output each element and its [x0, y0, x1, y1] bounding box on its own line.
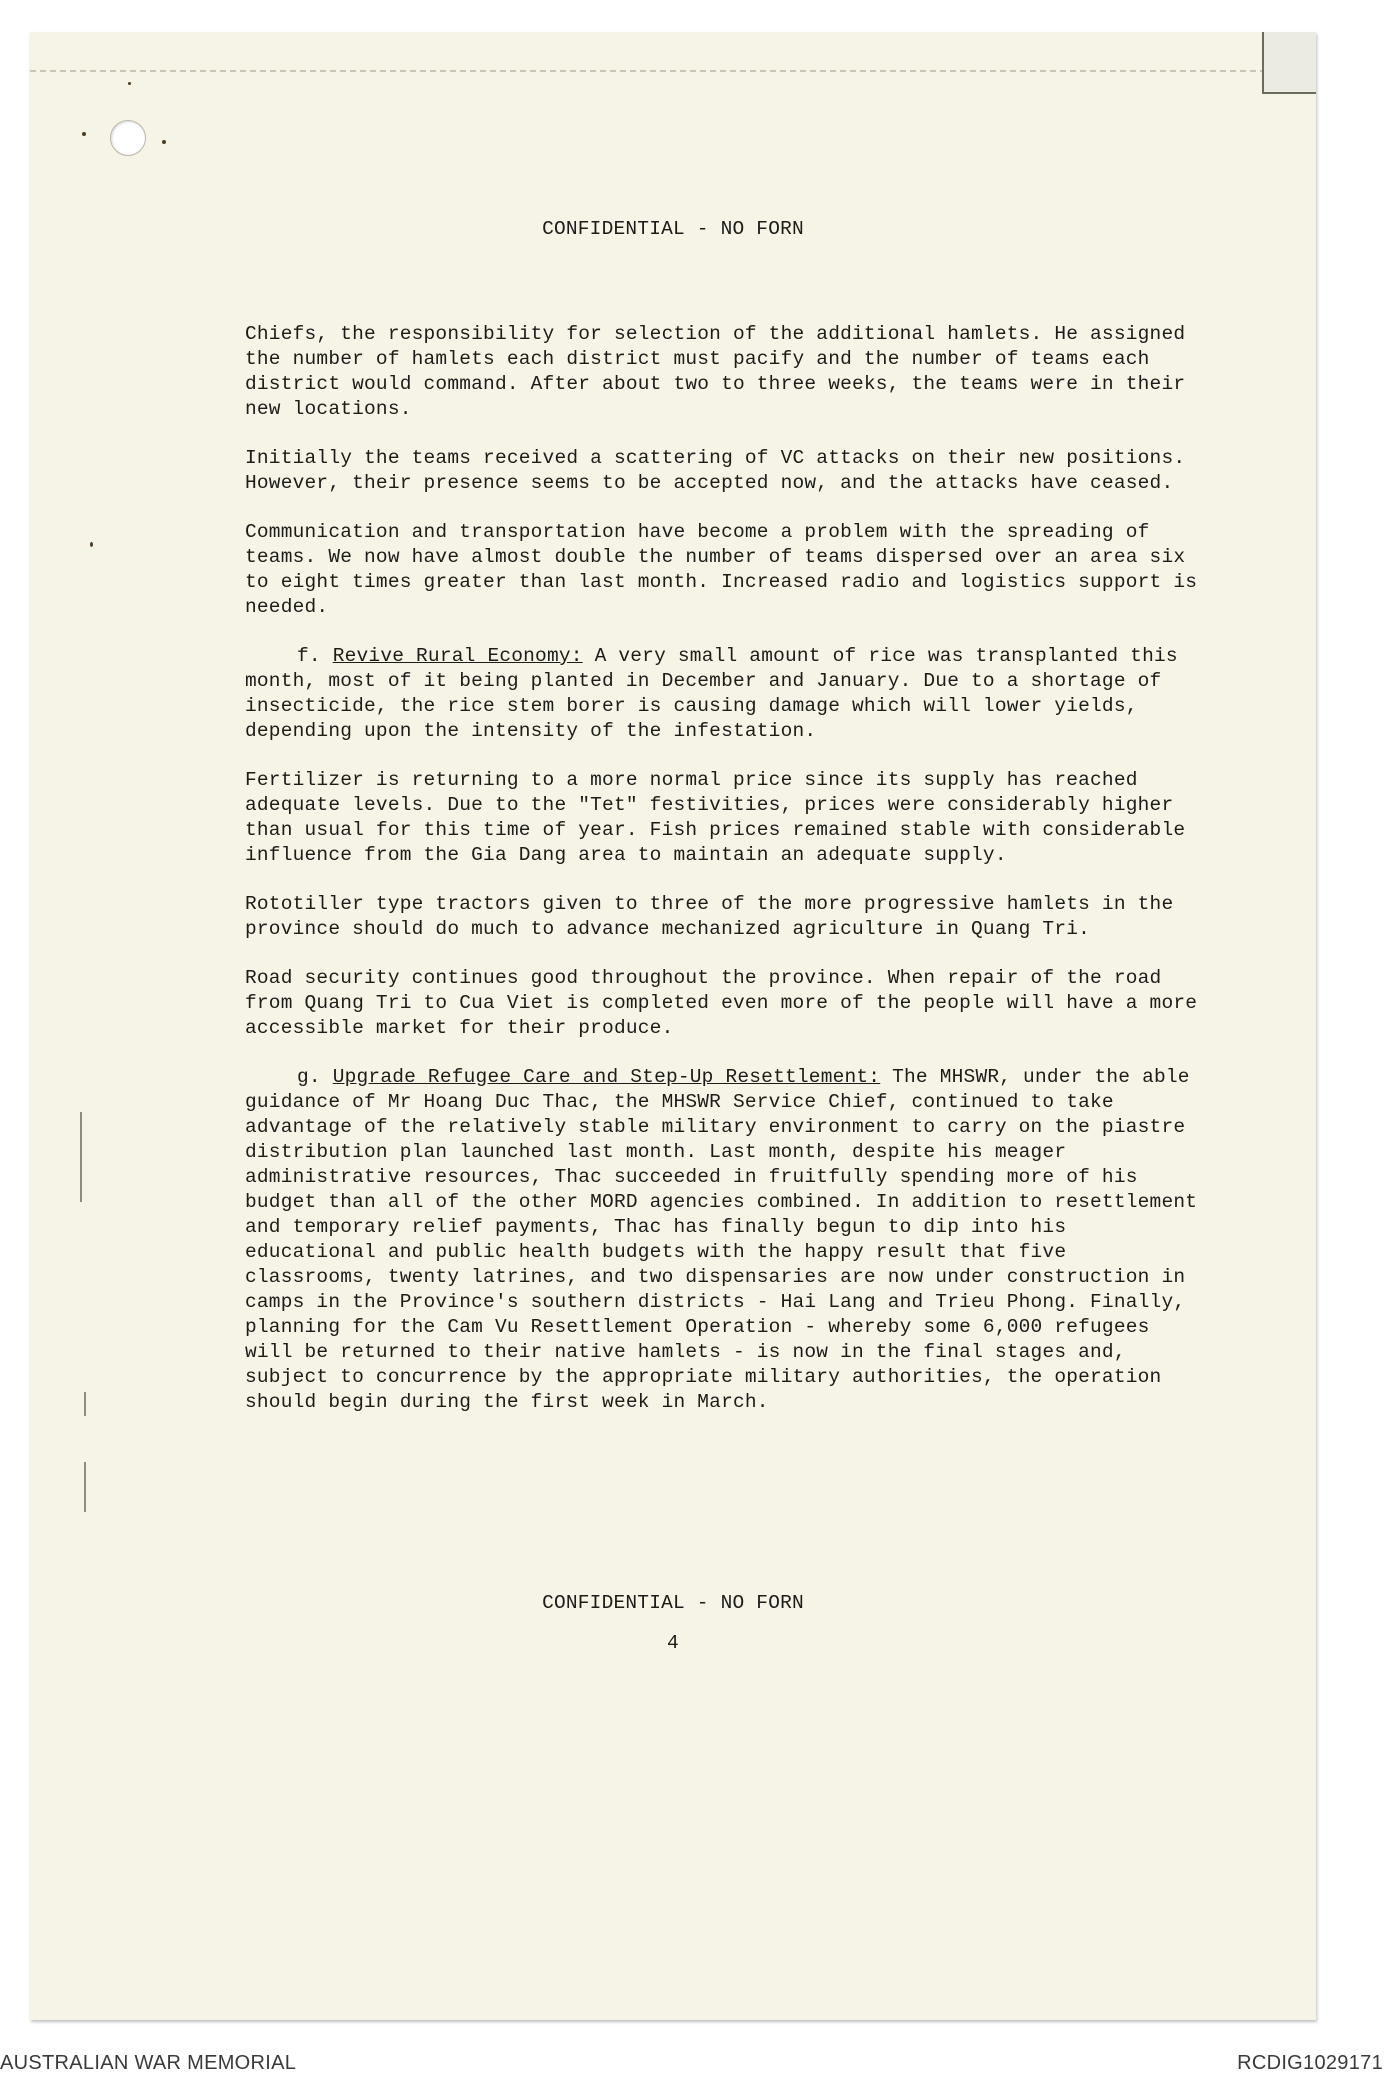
section-label: f.	[297, 645, 321, 667]
document-page	[30, 32, 1316, 2020]
archive-caption-left: AUSTRALIAN WAR MEMORIAL	[0, 2052, 297, 2074]
confidential-header: CONFIDENTIAL - NO FORN	[542, 218, 804, 240]
stain-speck	[90, 542, 93, 547]
section-heading: Upgrade Refugee Care and Step-Up Resettlement:	[332, 1066, 881, 1088]
section-text: The MHSWR, under the able guidance of Mr Hoang Duc Thac, the MHSWR Service Chief, continued to take advantage of the relatively stable military environment to carry on the piastre distribution plan launched last month. Last month, despite his meager administrative resources, Thac succeeded in fruitfully spending more of his budget than all of the other MORD agencies combined. In addition to resettlement and temporary relief payments, Thac has finally begun to dip into his educational and public health budgets with the happy result that five classrooms, twenty latrines, and two dispensaries are now under construction in camps in the Province's southern districts - Hai Lang and Trieu Phong. Finally, planning for the Cam Vu Resettlement Operation - whereby some 6,000 refugees will be returned to their native hamlets - is now in the final stages and, subject to concurrence by the appropriate military authorities, the operation should begin during the first week in March.	[245, 1066, 1198, 1413]
stain-speck	[82, 132, 86, 136]
paragraph: Initially the teams received a scattering of VC attacks on their new positions. However, their presence seems to be accepted now, and the attacks have ceased.	[245, 447, 1186, 494]
paragraph: Fertilizer is returning to a more normal price since its supply has reached adequate levels. Due to the "Tet" festivities, prices were considerably higher than usual for this time of year. Fish prices remained stable with considerable influence from the Gia Dang area to maintain an adequate supply.	[245, 769, 1186, 866]
paragraph: Chiefs, the responsibility for selection of the additional hamlets. He assigned the number of hamlets each district must pacify and the number of teams each district would command. After about two to three weeks, the teams were in their new locations.	[245, 323, 1186, 420]
confidential-footer: CONFIDENTIAL - NO FORN	[542, 1592, 804, 1614]
punch-hole	[110, 120, 146, 156]
folded-corner-tab	[1262, 32, 1316, 94]
page-number: 4	[667, 1632, 679, 1654]
section-g-paragraph	[245, 1065, 1205, 1415]
section-text: A very small amount of rice was transplanted this month, most of it being planted in December and January. Due to a shortage of insecticide, the rice stem borer is causing damage which will lower yields, depending upon the intensity of the infestation.	[245, 645, 1178, 742]
stain-speck	[128, 82, 131, 85]
page-top-edge	[30, 70, 1316, 72]
document-body	[245, 322, 1205, 1439]
section-heading: Revive Rural Economy:	[332, 645, 583, 667]
paragraph: Road security continues good throughout the province. When repair of the road from Quang Tri to Cua Viet is completed even more of the people will have a more accessible market for their produce.	[245, 967, 1198, 1039]
paragraph: Rototiller type tractors given to three of the more progressive hamlets in the province should do much to advance mechanized agriculture in Quang Tri.	[245, 893, 1174, 940]
paragraph: Communication and transportation have become a problem with the spreading of teams. We now have almost double the number of teams dispersed over an area six to eight times greater than last month. Increased radio and logistics support is needed.	[245, 521, 1198, 618]
section-label: g.	[297, 1066, 321, 1088]
margin-mark	[84, 1392, 86, 1416]
archive-caption-right: RCDIG1029171	[1237, 2052, 1383, 2074]
margin-mark	[84, 1462, 86, 1512]
stain-speck	[162, 140, 166, 144]
margin-mark	[80, 1112, 82, 1202]
section-f-paragraph	[245, 644, 1205, 744]
